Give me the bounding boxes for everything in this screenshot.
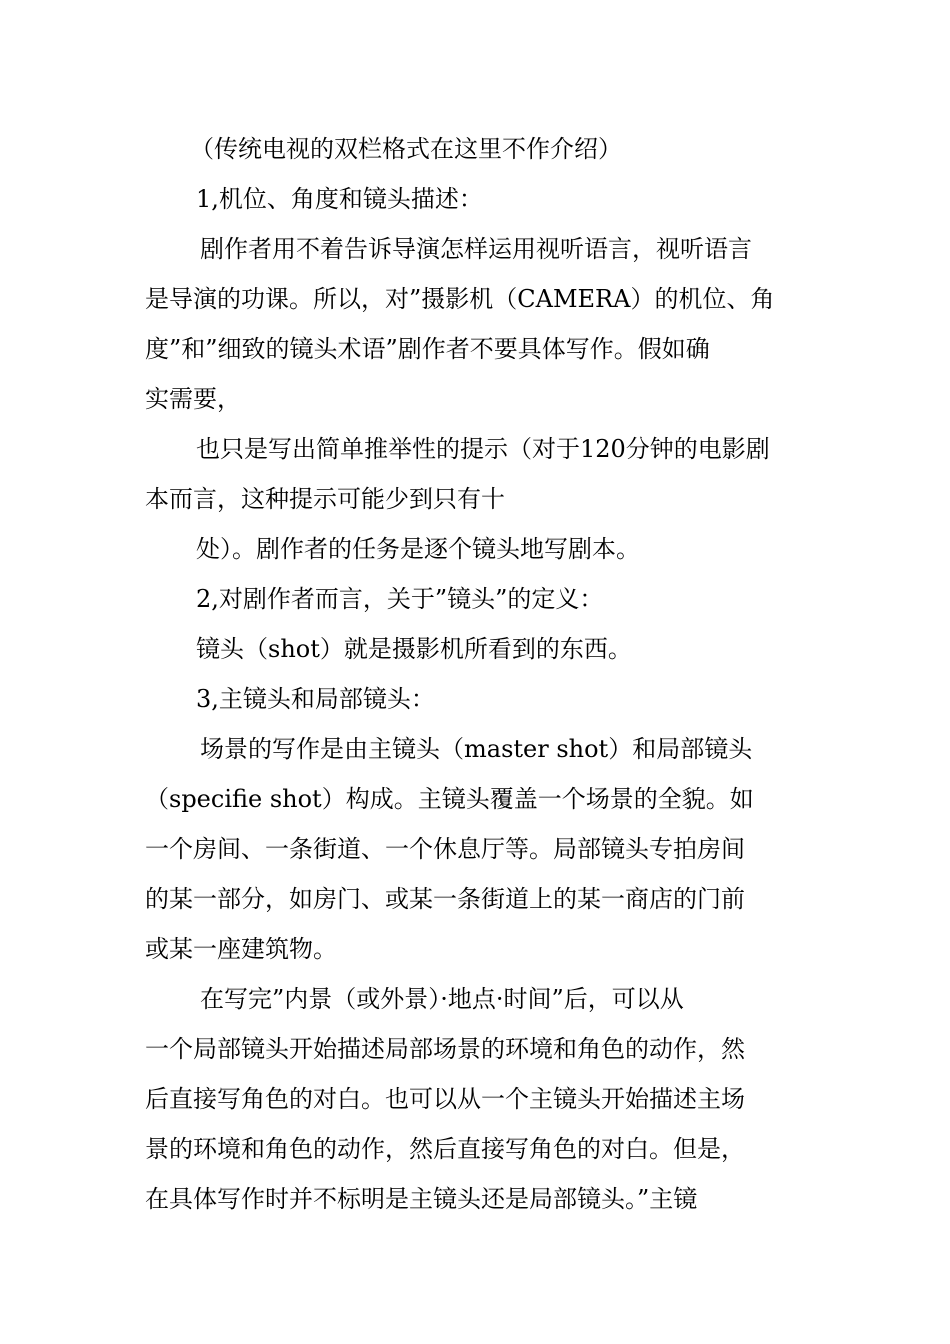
paragraph-line: 的某一部分，如房门、或某一条街道上的某一商店的门前: [145, 885, 745, 913]
paragraph-line: 剧作者用不着告诉导演怎样运用视听语言，视听语言: [200, 235, 752, 263]
paragraph-line: 或某一座建筑物。: [145, 935, 337, 963]
paragraph-line: 度”和”细致的镜头术语”剧作者不要具体写作。假如确: [145, 335, 710, 363]
paragraph-line: 是导演的功课。所以，对”摄影机（CAMERA）的机位、角: [145, 285, 775, 313]
paragraph-line: 一个房间、一条街道、一个休息厅等。局部镜头专拍房间: [145, 835, 745, 863]
heading-3: 3,主镜头和局部镜头：: [196, 685, 435, 713]
paragraph-line: 也只是写出简单推举性的提示（对于120分钟的电影剧: [196, 435, 770, 463]
paragraph-line: 实需要，: [145, 385, 241, 413]
paragraph-line: 在具体写作时并不标明是主镜头还是局部镜头。”主镜: [145, 1185, 698, 1213]
paragraph-line: 场景的写作是由主镜头（master shot）和局部镜头: [200, 735, 753, 763]
paragraph-line: 景的环境和角色的动作，然后直接写角色的对白。但是，: [145, 1135, 745, 1163]
paragraph-line: 后直接写角色的对白。也可以从一个主镜头开始描述主场: [145, 1085, 745, 1113]
paragraph-line: 一个局部镜头开始描述局部场景的环境和角色的动作，然: [145, 1035, 745, 1063]
paragraph-line: 处）。剧作者的任务是逐个镜头地写剧本。: [196, 535, 640, 563]
paragraph-note: （传统电视的双栏格式在这里不作介绍）: [190, 135, 622, 163]
paragraph-line: 在写完”内景（或外景）·地点·时间”后，可以从: [200, 985, 684, 1013]
heading-2: 2,对剧作者而言，关于”镜头”的定义：: [196, 585, 604, 613]
paragraph-line: 本而言，这种提示可能少到只有十: [145, 485, 505, 513]
paragraph-line: 镜头（shot）就是摄影机所看到的东西。: [196, 635, 632, 663]
heading-1: 1,机位、角度和镜头描述：: [196, 185, 483, 213]
paragraph-line: （specifie shot）构成。主镜头覆盖一个场景的全貌。如: [145, 785, 754, 813]
